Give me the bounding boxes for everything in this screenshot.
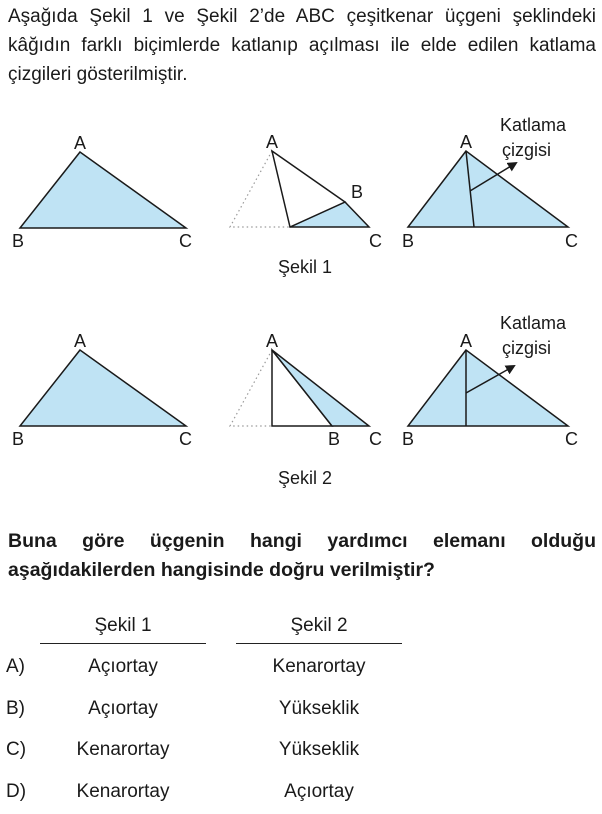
label-c: C: [369, 429, 382, 449]
label-a: A: [74, 331, 87, 351]
label-c: C: [179, 231, 192, 251]
label-a: A: [74, 133, 87, 153]
answer-option-b[interactable]: [0, 698, 602, 726]
label-c: C: [565, 429, 578, 449]
option-sekil1: Kenarortay: [76, 781, 170, 802]
option-sekil1: Kenarortay: [76, 739, 170, 760]
answer-option-d[interactable]: [0, 781, 602, 809]
label-a: A: [460, 132, 473, 152]
fold-line-label: çizgisi: [502, 140, 552, 160]
fold-line-label: Katlama: [500, 313, 567, 333]
figure1-triangle-original: [12, 133, 192, 251]
figure1-triangle-unfolded: [402, 115, 578, 251]
intro-text: Aşağıda Şekil 1 ve Şekil 2’de ABC çeşitkenar üçgeni şeklindeki kâğıdın farklı biçimlerde katlanıp açılması ile elde edilen katlama çizgileri gösterilmiştir.: [8, 6, 596, 85]
figure2-caption: Şekil 2: [277, 468, 333, 488]
question-text: Buna göre üçgenin hangi yardımcı elemanı olduğu aşağıdakilerden hangisinde doğru verilmiştir?: [8, 530, 596, 581]
fold-line-label: çizgisi: [502, 338, 552, 358]
option-sekil2: Yükseklik: [278, 739, 360, 760]
fold-line-label: Katlama: [500, 115, 567, 135]
label-a: A: [266, 331, 279, 351]
header-underline: [40, 643, 206, 644]
option-sekil2: Açıortay: [284, 781, 354, 802]
label-b: B: [402, 429, 415, 449]
answer-option-c[interactable]: [0, 739, 602, 767]
option-sekil2: Kenarortay: [272, 656, 366, 677]
figure1-triangle-folded: [230, 132, 382, 251]
label-c: C: [369, 231, 382, 251]
figure2-triangle-folded: [230, 331, 382, 449]
option-sekil1: Açıortay: [88, 698, 158, 719]
label-b: B: [402, 231, 415, 251]
column-header-sekil2: Şekil 2: [290, 615, 348, 636]
option-letter: A): [6, 656, 25, 677]
label-a: A: [266, 132, 279, 152]
option-sekil2: Yükseklik: [278, 698, 360, 719]
option-letter: B): [6, 698, 25, 719]
figure2-triangle-unfolded: [402, 313, 578, 449]
label-c: C: [565, 231, 578, 251]
option-letter: D): [6, 781, 27, 802]
answer-option-a[interactable]: [0, 656, 602, 684]
label-b-folded: B: [328, 429, 341, 449]
column-header-sekil1: Şekil 1: [94, 615, 152, 636]
option-sekil1: Açıortay: [88, 656, 158, 677]
header-underline: [236, 643, 402, 644]
option-letter: C): [6, 739, 27, 760]
label-c: C: [179, 429, 192, 449]
label-b: B: [12, 429, 25, 449]
label-b-folded: B: [351, 182, 364, 202]
label-a: A: [460, 331, 473, 351]
label-b: B: [12, 231, 25, 251]
figure1-caption: Şekil 1: [277, 257, 333, 277]
figure2-triangle-original: [12, 331, 192, 449]
